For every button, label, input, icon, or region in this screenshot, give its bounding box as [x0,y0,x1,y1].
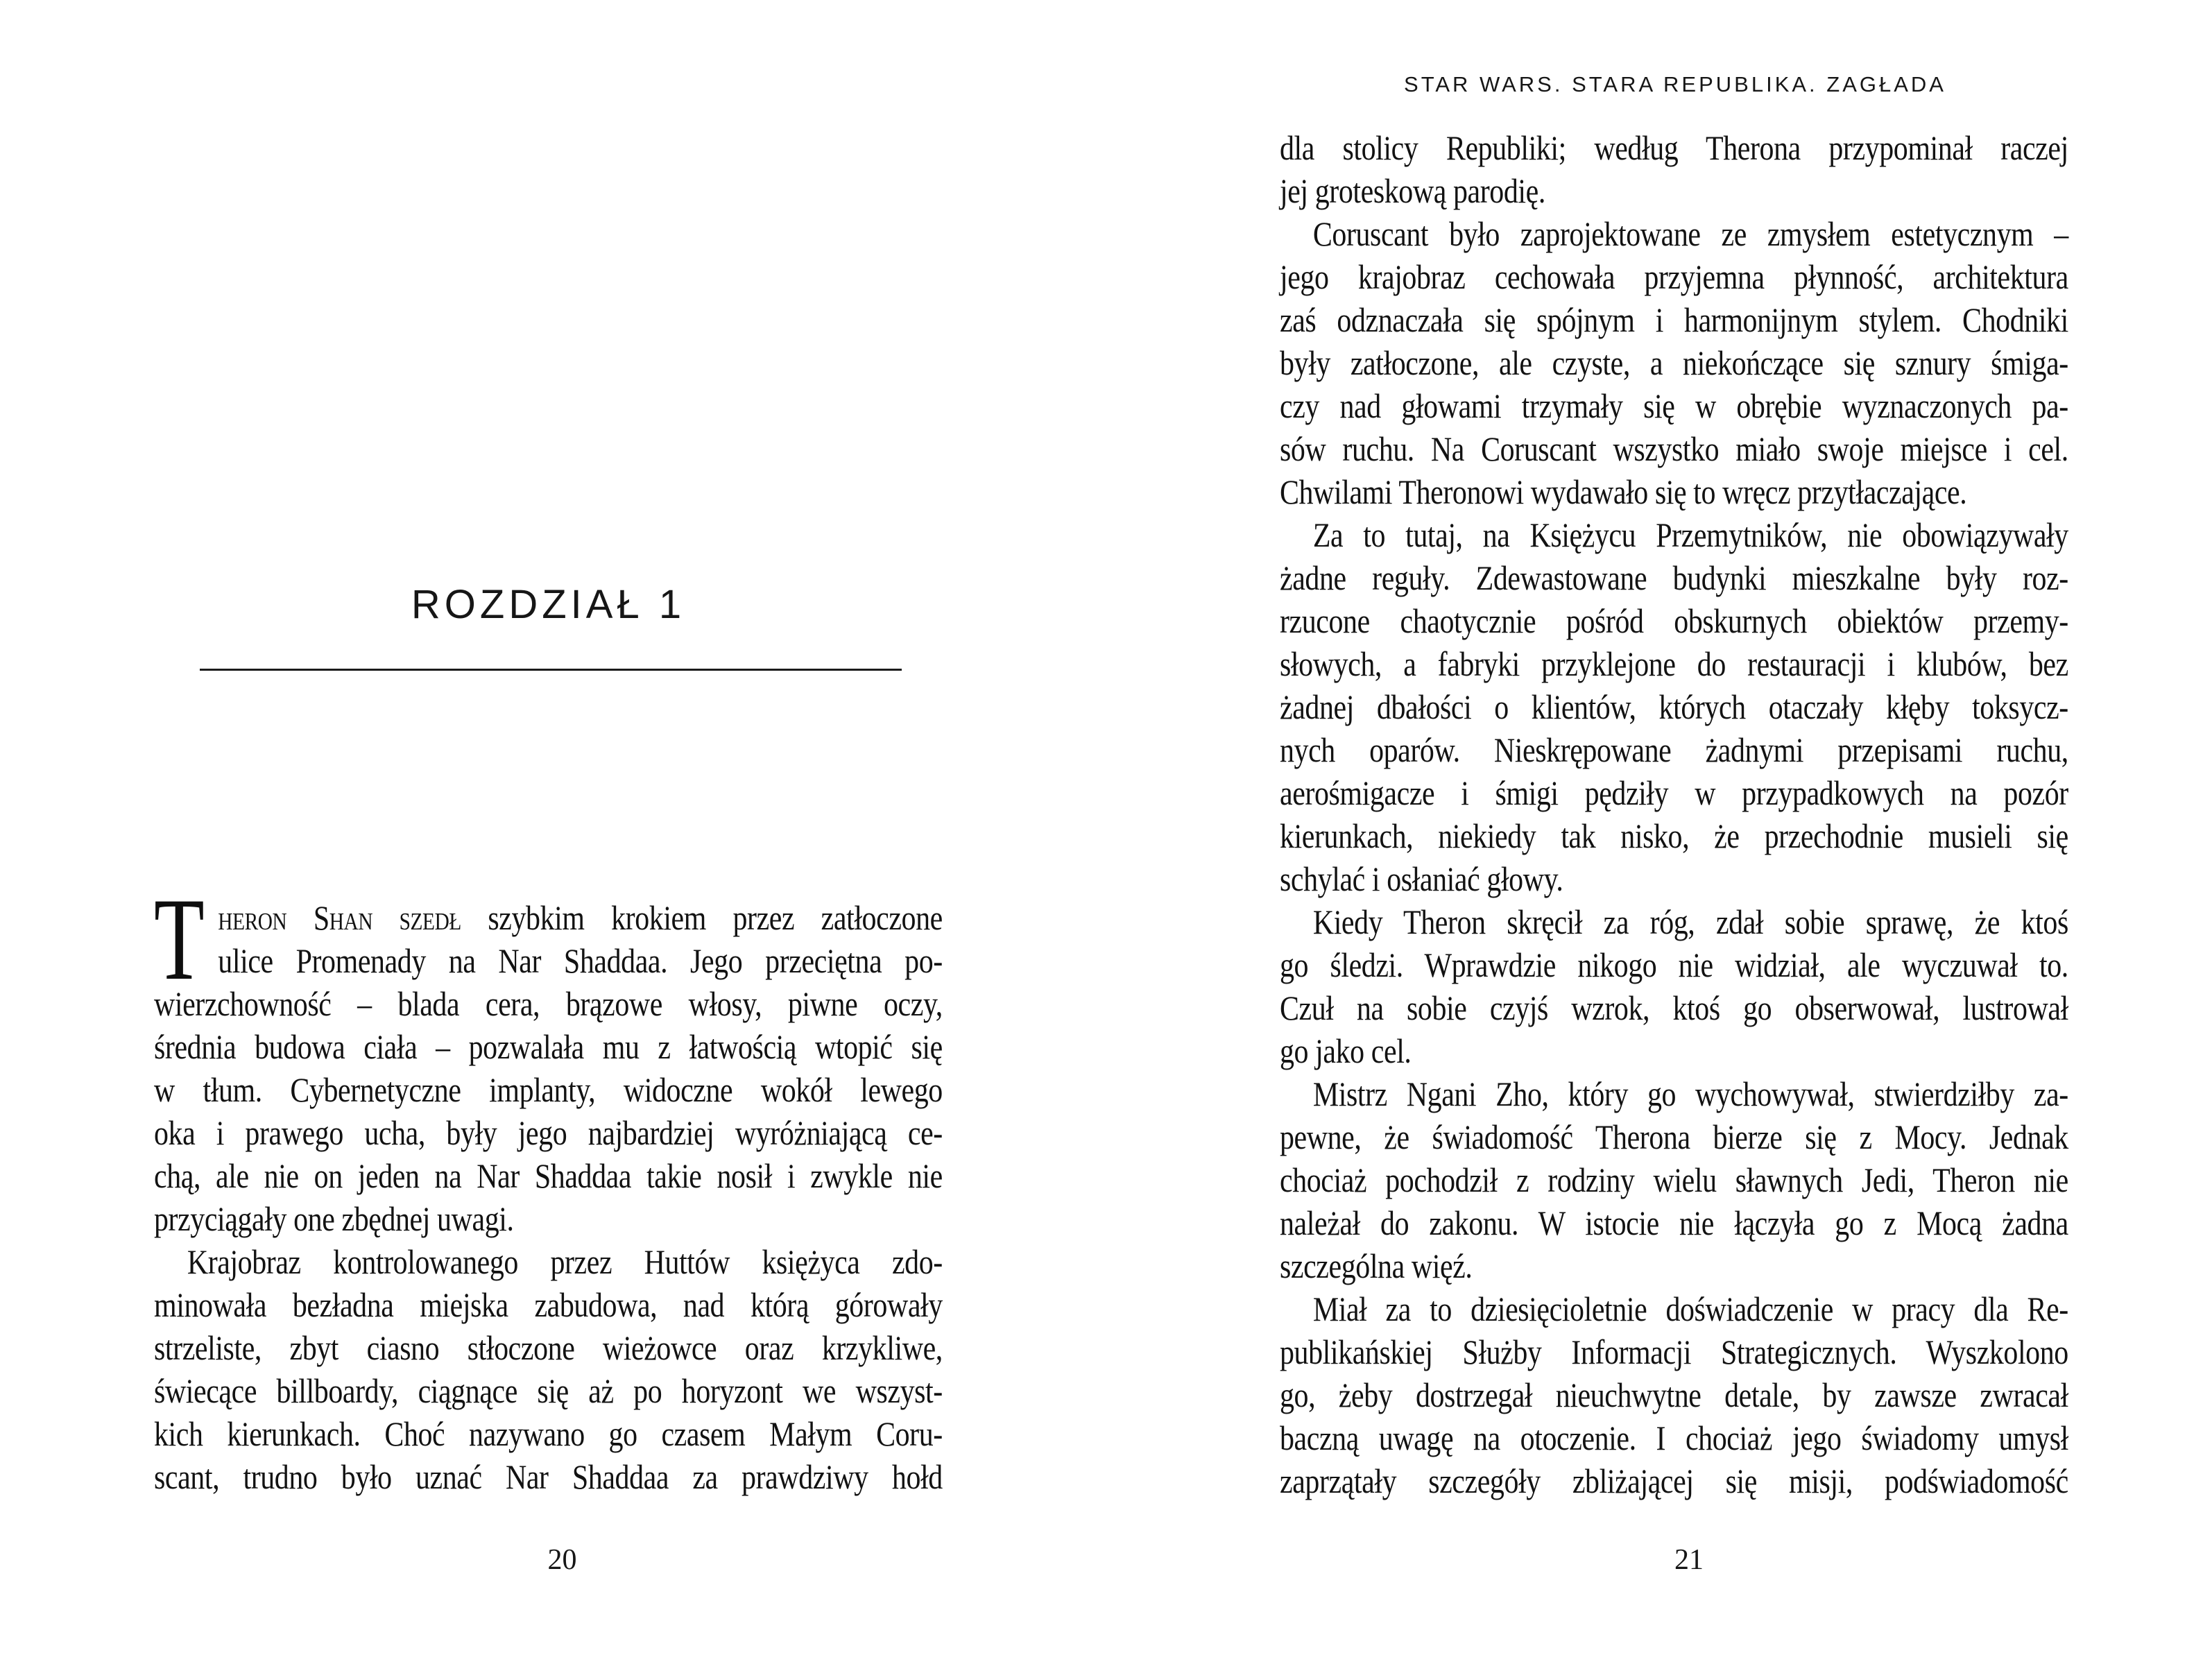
paragraph [1280,1072,2070,1287]
text-line: wierzchowność – blada cera, brązowe włosy, piwne oczy, [154,984,943,1023]
paragraph [1280,513,2070,900]
text-line: żadnej dbałości o klientów, których otaczały kłęby toksycz- [1280,687,2068,726]
text-line: heron Shan szedł szybkim krokiem przez zatłoczone [218,898,943,937]
running-header: STAR WARS. STARA REPUBLIKA. ZAGŁADA [1404,72,1946,96]
paragraph [1280,900,2070,1072]
page-number: 20 [547,1544,577,1576]
right-page [1106,0,2212,1655]
text-line: publikańskiej Służby Informacji Strategicznych. Wyszkolono [1280,1332,2068,1371]
text-line: strzeliste, zbyt ciasno stłoczone wieżowce oraz krzykliwe, [154,1328,943,1367]
text-line: Kiedy Theron skręcił za róg, zdał sobie sprawę, że ktoś [1312,902,2068,941]
text-line: kierunkach, niekiedy tak nisko, że przechodnie musieli się [1280,816,2068,855]
text-line: jej groteskową parodię. [1280,171,1545,210]
text-line: pewne, że świadomość Therona bierze się z Mocy. Jednak [1280,1117,2068,1156]
chapter-heading: ROZDZIAŁ 1 [411,582,686,627]
drop-cap: T [154,874,205,1004]
text-line: Krajobraz kontrolowanego przez Huttów księżyca zdo- [187,1242,943,1281]
right-page-text-column [1280,126,2070,1502]
page-number: 21 [1674,1544,1704,1576]
small-caps-text: heron Shan szedł [218,898,461,937]
text-line: schylać i osłaniać głowy. [1280,859,1563,898]
text-line: słowych, a fabryki przyklejone do restauracji i klubów, bez [1280,644,2068,683]
paragraph [1280,212,2070,513]
paragraph [154,874,943,1240]
text-line: Czuł na sobie czyjś wzrok, ktoś go obserwował, lustrował [1280,988,2068,1027]
text-line: chociaż pochodził z rodziny wielu sławnych Jedi, Theron nie [1280,1160,2068,1199]
text-line: czy nad głowami trzymały się w obrębie wyznaczonych pa- [1280,386,2068,425]
text-line: sów ruchu. Na Coruscant wszystko miało swoje miejsce i cel. [1280,429,2068,468]
text-line: przyciągały one zbędnej uwagi. [154,1199,514,1238]
text-line: Za to tutaj, na Księżycu Przemytników, nie obowiązywały [1312,515,2068,554]
text-line: minowała bezładna miejska zabudowa, nad którą górowały [154,1285,943,1324]
text-line: należał do zakonu. W istocie nie łączyła go z Mocą żadna [1280,1203,2068,1242]
text-line: nych oparów. Nieskrępowane żadnymi przepisami ruchu, [1280,730,2068,769]
text-line: Coruscant było zaprojektowane ze zmysłem estetycznym – [1312,214,2068,253]
text-line: Chwilami Theronowi wydawało się to wręcz przytłaczające. [1280,472,1967,511]
text-line: kich kierunkach. Choć nazywano go czasem Małym Coru- [154,1414,943,1453]
text-line: zaś odznaczała się spójnym i harmonijnym stylem. Chodniki [1280,300,2068,339]
text-line: go śledzi. Wprawdzie nikogo nie widział, ale wyczuwał to. [1280,945,2068,984]
paragraph [154,1240,943,1498]
text-line: świecące billboardy, ciągnące się aż po horyzont we wszyst- [154,1371,943,1410]
text-line: Mistrz Ngani Zho, który go wychowywał, stwierdziłby za- [1312,1074,2068,1113]
left-page-text-column [154,874,943,1498]
text-line: żadne reguły. Zdewastowane budynki mieszkalne były roz- [1280,558,2068,597]
text-line: średnia budowa ciała – pozwalała mu z łatwością wtopić się [154,1027,943,1066]
chapter-divider-rule [200,669,902,671]
text-line: jego krajobraz cechowała przyjemna płynność, architektura [1280,257,2068,296]
paragraph [1280,126,2070,212]
text-line: w tłum. Cybernetyczne implanty, widoczne wokół lewego [154,1070,943,1109]
text-line: rzucone chaotycznie pośród obskurnych obiektów przemy- [1280,601,2068,640]
text-line: były zatłoczone, ale czyste, a niekończące się sznury śmiga- [1280,343,2068,382]
text-line: oka i prawego ucha, były jego najbardziej wyróżniającą ce- [154,1113,943,1152]
text-line: chą, ale nie on jeden na Nar Shaddaa takie nosił i zwykle nie [154,1156,943,1195]
text-line: baczną uwagę na otoczenie. I chociaż jego świadomy umysł [1280,1418,2068,1457]
text-line: aerośmigacze i śmigi pędziły w przypadkowych na pozór [1280,773,2068,812]
text-line: ulice Promenady na Nar Shaddaa. Jego przeciętna po- [218,941,943,980]
text-line: dla stolicy Republiki; według Therona przypominał raczej [1280,128,2068,167]
text-line: zaprzątały szczegóły zbliżającej się misji, podświadomość [1280,1461,2068,1500]
text-line: scant, trudno było uznać Nar Shaddaa za prawdziwy hołd [154,1457,943,1496]
text-line: szczególna więź. [1280,1246,1473,1285]
text-line: go, żeby dostrzegał nieuchwytne detale, by zawsze zwracał [1280,1375,2068,1414]
text-line: go jako cel. [1280,1031,1412,1070]
paragraph [1280,1287,2070,1502]
text-line: Miał za to dziesięcioletnie doświadczenie w pracy dla Re- [1312,1289,2068,1328]
